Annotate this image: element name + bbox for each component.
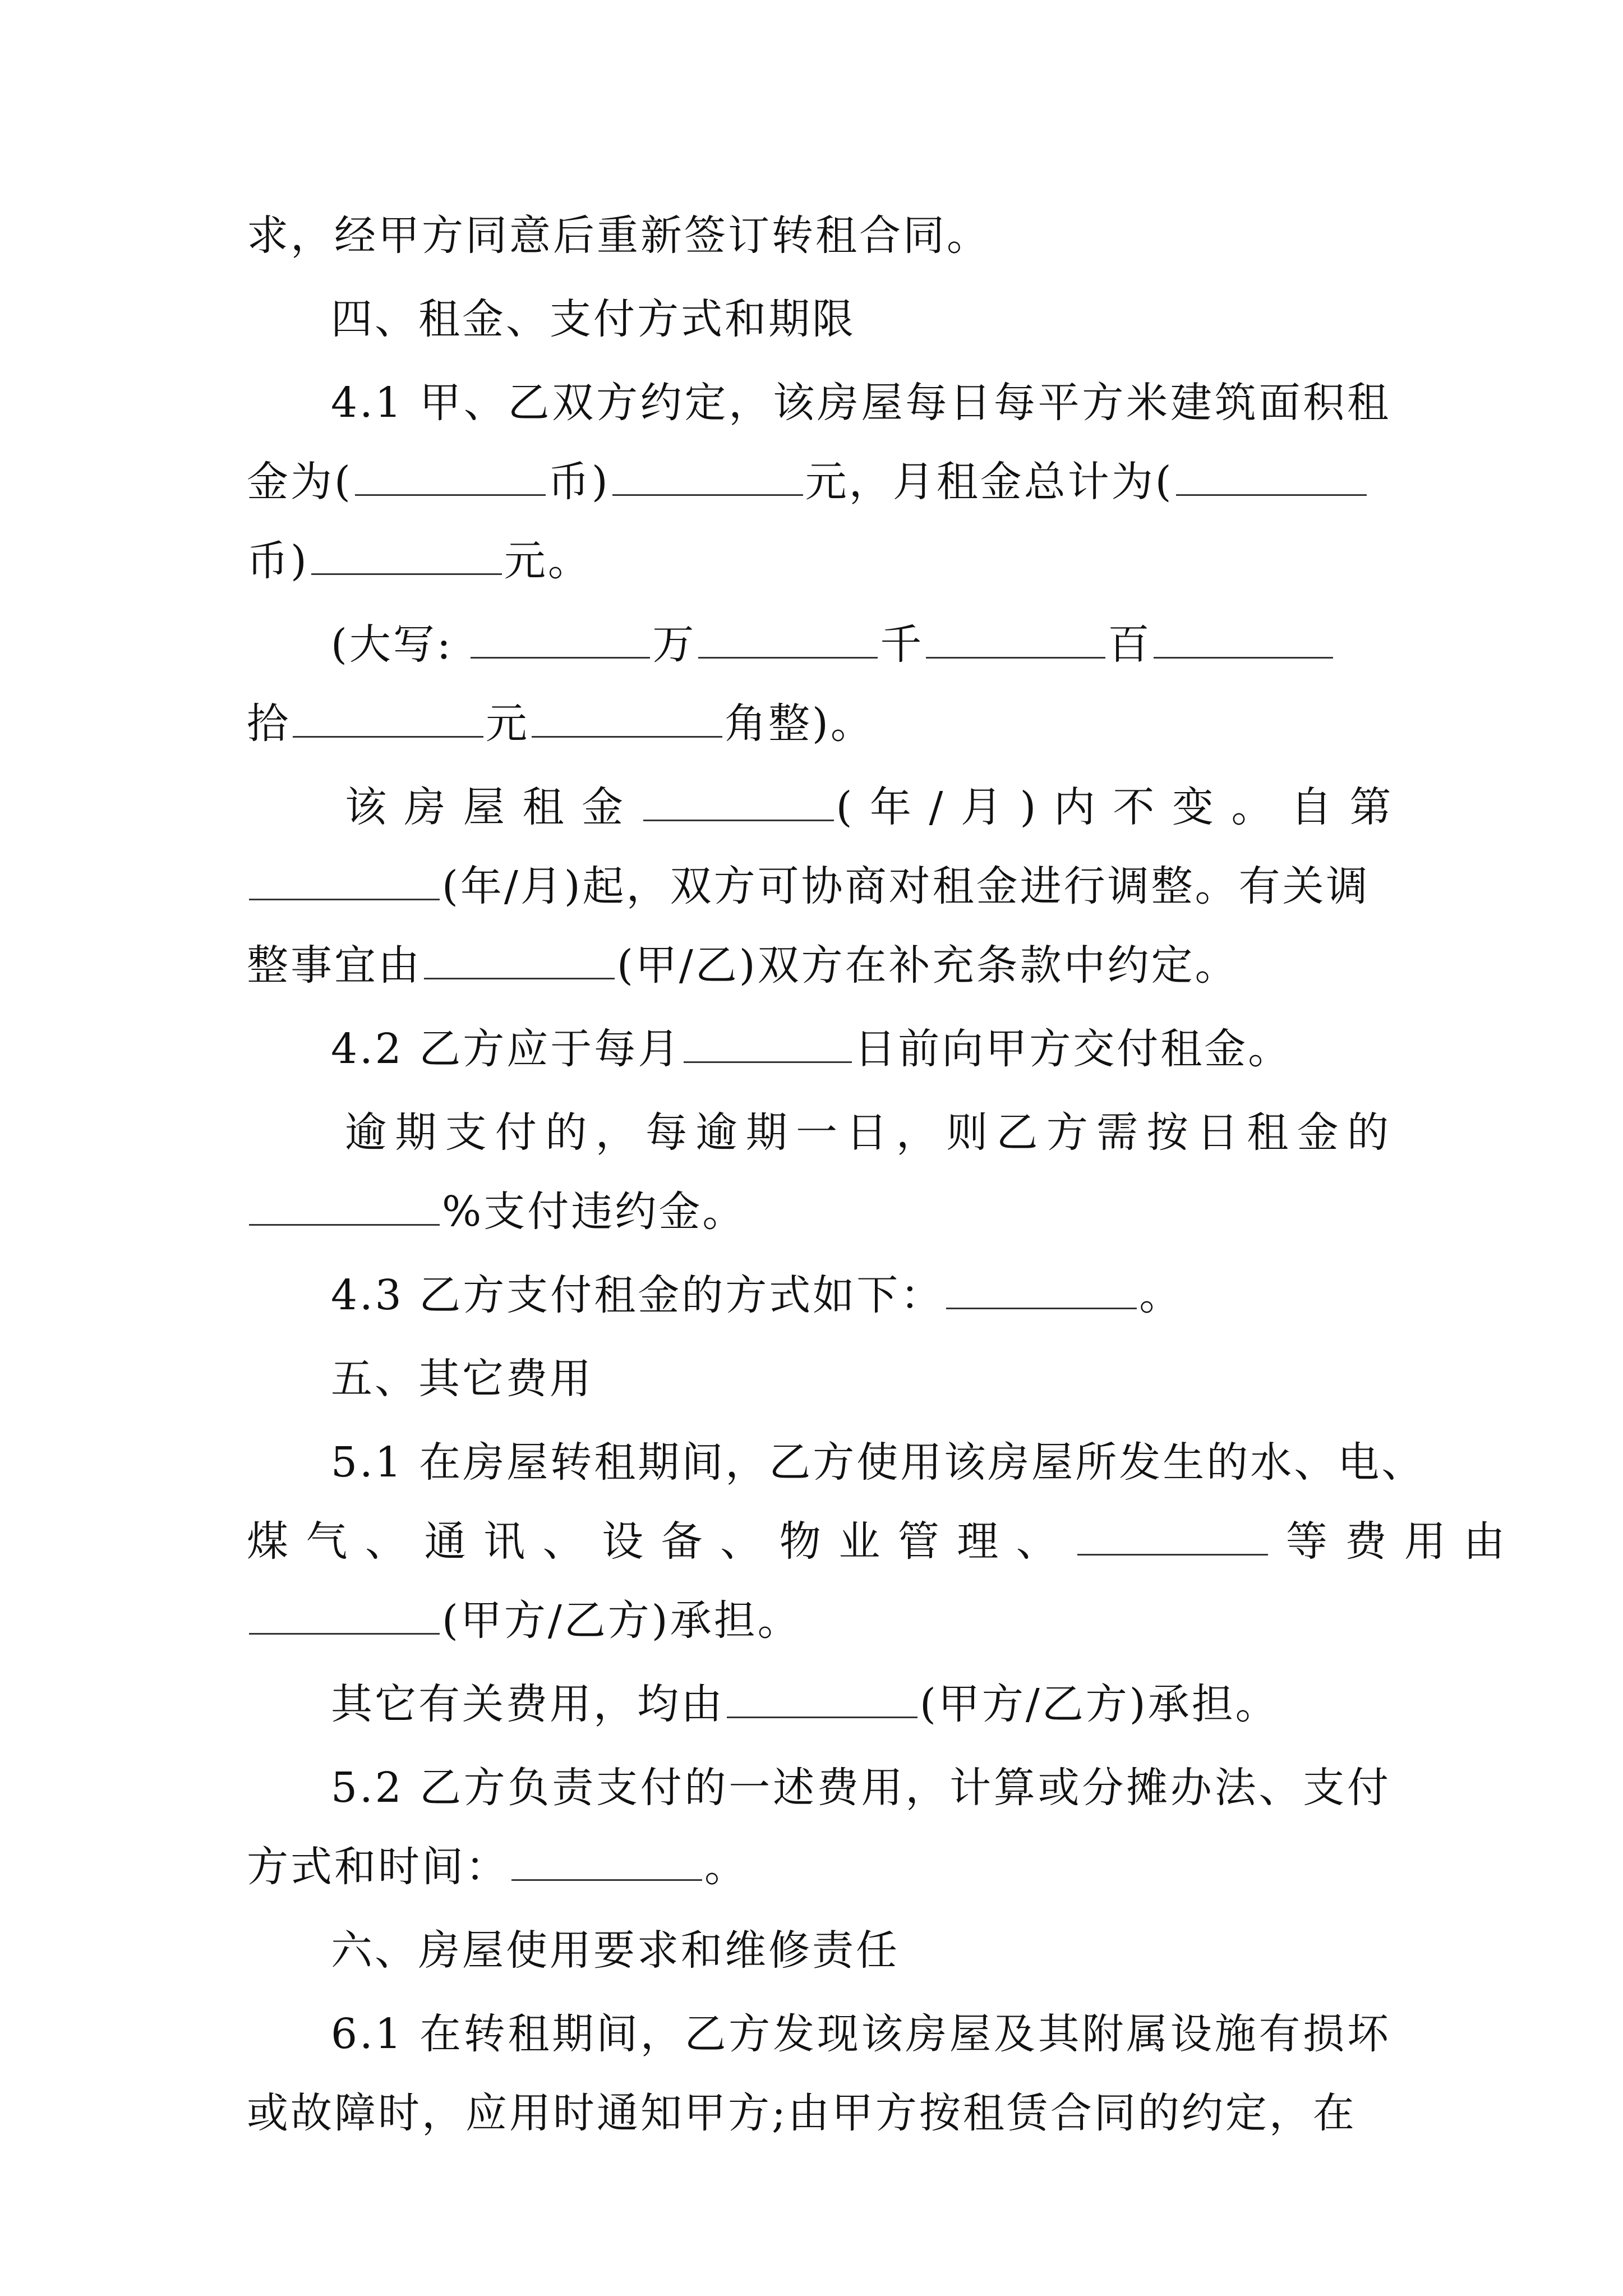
line-text: 币)	[247, 537, 309, 585]
line-text: 。	[704, 1843, 748, 1891]
line-text: 。	[1139, 1271, 1183, 1319]
line-text: 4.3 乙方支付租金的方式如下：	[331, 1271, 944, 1319]
fill-in-blank[interactable]	[1176, 456, 1367, 496]
line-text: 6.1 在转租期间，乙方发现该房屋及其附属设施有损坏	[331, 2010, 1391, 2058]
fill-in-blank[interactable]	[471, 619, 650, 659]
text-line	[247, 923, 1391, 1007]
line-text: 整事宜由	[247, 941, 422, 990]
section-heading-use-and-repair	[331, 1908, 1391, 1993]
line-text: 拾	[247, 700, 291, 748]
line-text: 日前向甲方交付租金。	[854, 1025, 1292, 1073]
line-text: 元。	[504, 537, 592, 585]
text-line	[247, 844, 1391, 928]
line-text: 或故障时，应用时通知甲方;由甲方按租赁合同的约定，在	[247, 2089, 1357, 2137]
text-line	[247, 1170, 1391, 1254]
line-text: 方式和时间：	[247, 1843, 509, 1891]
line-text: 等 费 用 由	[1285, 1517, 1507, 1566]
clause-4-3	[331, 1253, 1391, 1337]
text-line	[247, 1825, 1391, 1909]
fill-in-blank[interactable]	[511, 1841, 702, 1881]
clause-4-2	[331, 1007, 1391, 1091]
line-text: (甲方/乙方)承担。	[442, 1596, 801, 1645]
text-line	[247, 519, 1391, 603]
clause-5-2	[331, 1746, 1391, 1830]
text-line	[247, 440, 1391, 524]
text-line	[247, 1579, 1391, 1663]
text-line	[247, 194, 1391, 278]
fill-in-blank[interactable]	[249, 861, 440, 900]
heading-text: 四、租金、支付方式和期限	[331, 295, 856, 343]
section-heading-rent	[331, 277, 1391, 361]
other-fees-clause	[331, 1662, 1391, 1746]
line-text: 角整)。	[725, 700, 874, 748]
line-text: 该 房 屋 租 金	[345, 783, 626, 831]
heading-text: 六、房屋使用要求和维修责任	[331, 1926, 900, 1975]
fill-in-blank[interactable]	[926, 619, 1105, 659]
line-text: 千	[880, 620, 924, 669]
text-line	[247, 682, 1391, 766]
fill-in-blank[interactable]	[946, 1269, 1137, 1309]
fill-in-blank[interactable]	[1077, 1516, 1268, 1556]
line-text: 币)	[547, 458, 610, 506]
line-text: 元，月租金总计为(	[805, 458, 1174, 506]
clause-6-1	[331, 1992, 1391, 2076]
text-line	[247, 1499, 1507, 1584]
fill-in-blank[interactable]	[424, 940, 615, 979]
text-line	[247, 2071, 1391, 2155]
fill-in-blank[interactable]	[684, 1023, 852, 1063]
line-text: 元	[486, 700, 529, 748]
line-text: (甲/乙)双方在补充条款中约定。	[617, 941, 1239, 990]
line-text: (甲方/乙方)承担。	[920, 1680, 1279, 1728]
fill-in-blank[interactable]	[612, 456, 803, 496]
line-text: 4.1 甲、乙双方约定，该房屋每日每平方米建筑面积租	[331, 379, 1391, 427]
line-text: 百	[1108, 620, 1152, 669]
line-text: 万	[652, 620, 697, 669]
line-text: 求，经甲方同意后重新签订转租合同。	[247, 211, 990, 260]
heading-text: 五、其它费用	[331, 1355, 593, 1403]
rent-unchanged-clause	[345, 765, 1394, 849]
line-text: 金为(	[247, 458, 353, 506]
fill-in-blank[interactable]	[1154, 619, 1333, 659]
line-text: 逾期支付的，每逾期一日，则乙方需按日租金的	[345, 1108, 1391, 1157]
line-text: 煤 气 、 通 讯 、 设 备 、 物 业 管 理 、	[247, 1517, 1060, 1566]
fill-in-blank[interactable]	[249, 1595, 440, 1635]
line-text: 4.2 乙方应于每月	[331, 1025, 682, 1073]
line-text: ( 年 / 月 ) 内 不 变 。 自 第	[836, 783, 1394, 831]
section-heading-other-fees	[331, 1337, 1391, 1421]
fill-in-blank[interactable]	[698, 619, 878, 659]
fill-in-blank[interactable]	[355, 456, 546, 496]
fill-in-blank[interactable]	[311, 535, 502, 575]
fill-in-blank[interactable]	[643, 781, 834, 821]
line-text: %支付违约金。	[442, 1188, 746, 1236]
line-text: (大写:	[331, 620, 453, 669]
fill-in-blank[interactable]	[293, 698, 483, 738]
line-text: 其它有关费用，均由	[331, 1680, 725, 1728]
line-text: 5.1 在房屋转租期间，乙方使用该房屋所发生的水、电、	[331, 1438, 1426, 1487]
clause-5-1	[331, 1420, 1426, 1504]
line-text: 5.2 乙方负责支付的一述费用，计算或分摊办法、支付	[331, 1764, 1391, 1812]
amount-in-words	[331, 602, 1391, 687]
fill-in-blank[interactable]	[249, 1186, 440, 1226]
clause-4-1	[331, 361, 1391, 445]
late-payment-clause	[345, 1091, 1391, 1175]
fill-in-blank[interactable]	[532, 698, 722, 738]
fill-in-blank[interactable]	[727, 1678, 917, 1718]
line-text: (年/月)起，双方可协商对租金进行调整。有关调	[442, 862, 1370, 910]
